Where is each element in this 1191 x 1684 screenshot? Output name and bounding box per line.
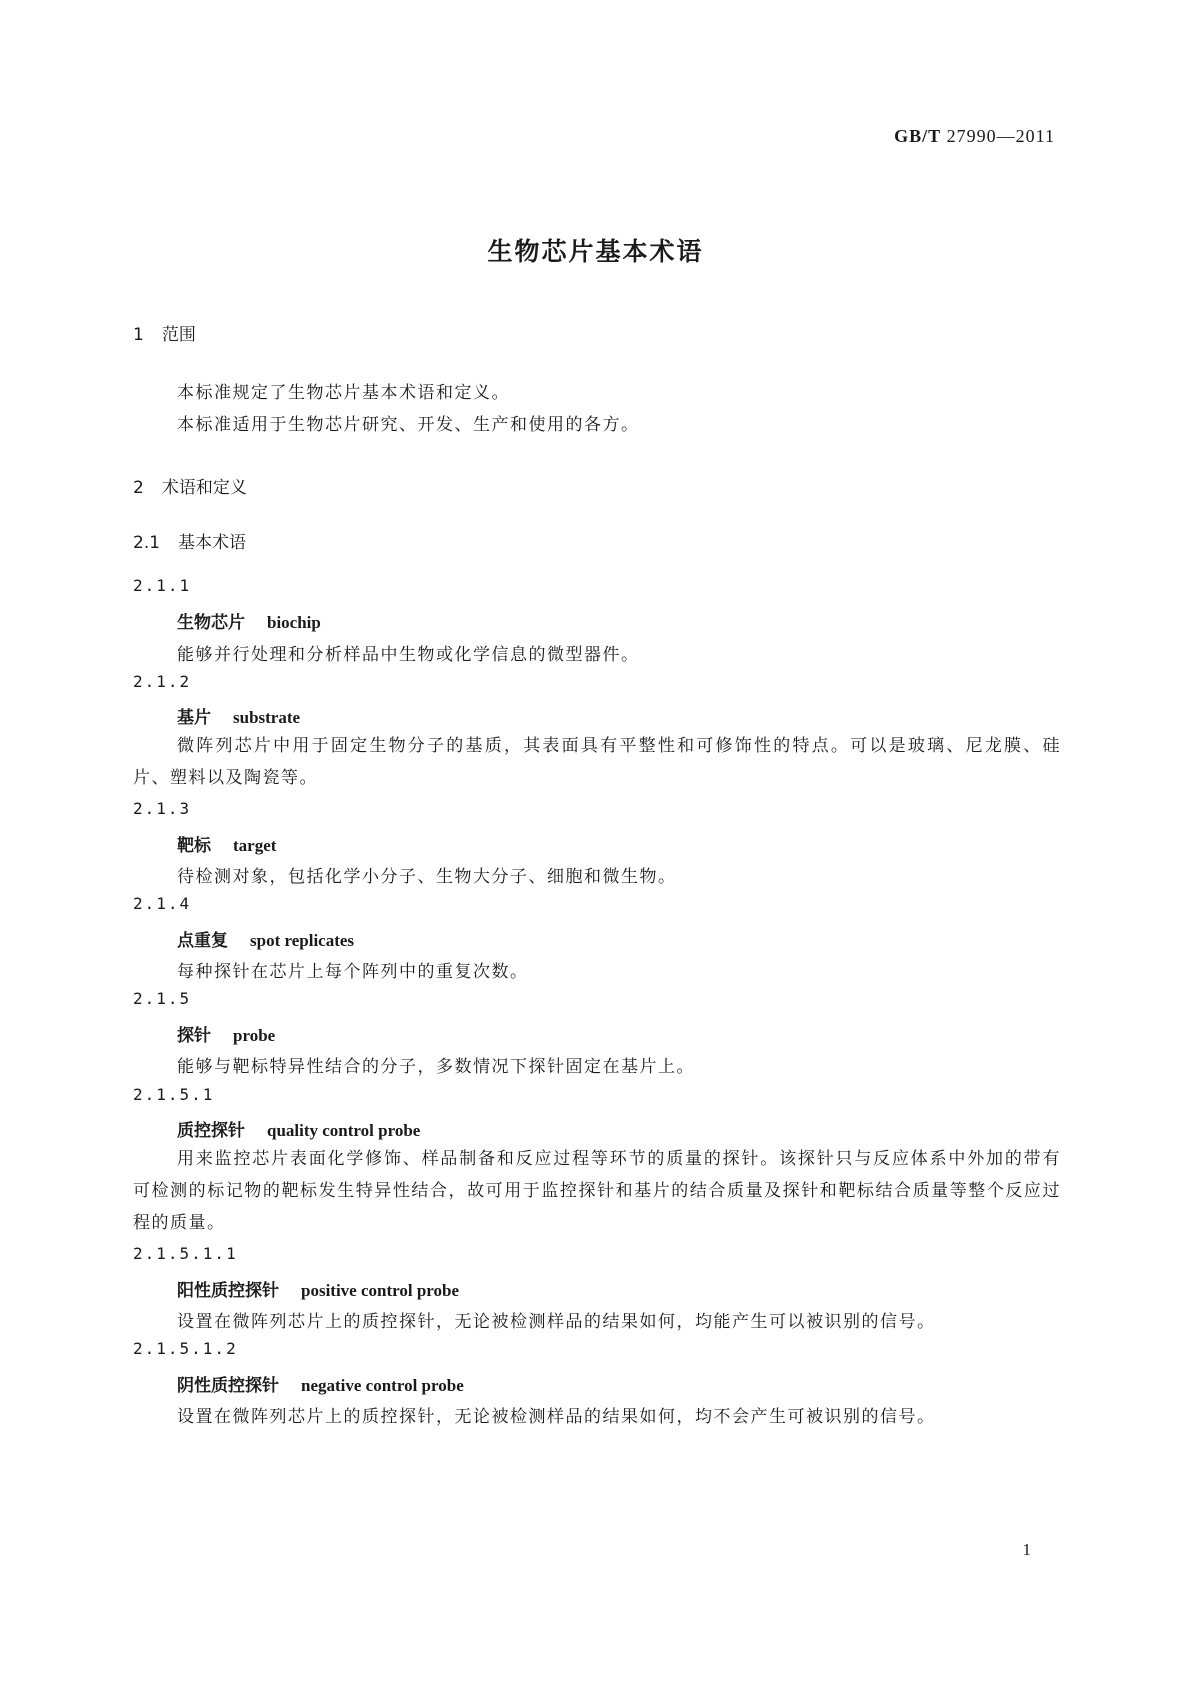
section-heading-terms bbox=[133, 473, 247, 498]
term-entry bbox=[177, 703, 300, 728]
term-zh: 阴性质控探针 bbox=[177, 1376, 279, 1396]
term-en: spot replicates bbox=[250, 931, 355, 950]
term-zh: 探针 bbox=[177, 1026, 211, 1046]
term-en: target bbox=[233, 836, 277, 855]
term-entry bbox=[177, 831, 276, 856]
entry-number: 2.1.5.1.2 bbox=[133, 1339, 238, 1358]
entry-number: 2.1.5.1.1 bbox=[133, 1244, 238, 1263]
entry-number: 2.1.5.1 bbox=[133, 1085, 215, 1104]
scope-paragraph-1: 本标准规定了生物芯片基本术语和定义。 bbox=[177, 383, 510, 403]
section-number: 2 bbox=[133, 478, 144, 498]
term-definition: 能够与靶标特异性结合的分子，多数情况下探针固定在基片上。 bbox=[177, 1057, 695, 1077]
term-definition: 待检测对象，包括化学小分子、生物大分子、细胞和微生物。 bbox=[177, 867, 677, 887]
term-definition: 用来监控芯片表面化学修饰、样品制备和反应过程等环节的质量的探针。该探针只与反应体系中外加的带有可检测的标记物的靶标发生特异性结合，故可用于监控探针和基片的结合质量及探针和靶标结合质量等整个反应过程的质量。 bbox=[133, 1149, 1061, 1233]
standard-prefix: GB/T bbox=[894, 126, 942, 146]
term-entry bbox=[177, 926, 354, 951]
entry-number: 2.1.1 bbox=[133, 576, 192, 595]
term-zh: 生物芯片 bbox=[177, 613, 245, 633]
term-entry bbox=[177, 1371, 464, 1396]
section-number: 2.1 bbox=[133, 533, 161, 553]
term-definition: 设置在微阵列芯片上的质控探针，无论被检测样品的结果如何，均能产生可以被识别的信号。 bbox=[177, 1312, 936, 1332]
term-definition: 每种探针在芯片上每个阵列中的重复次数。 bbox=[177, 962, 529, 982]
document-title: 生物芯片基本术语 bbox=[487, 237, 704, 266]
term-en: biochip bbox=[267, 613, 321, 632]
term-en: substrate bbox=[233, 708, 301, 727]
term-zh: 靶标 bbox=[177, 836, 211, 856]
subsection-heading-basic bbox=[133, 528, 246, 553]
term-definition: 能够并行处理和分析样品中生物或化学信息的微型器件。 bbox=[177, 645, 640, 665]
term-en: quality control probe bbox=[267, 1121, 421, 1140]
term-entry bbox=[177, 1021, 275, 1046]
section-title: 基本术语 bbox=[178, 533, 247, 553]
page-number: 1 bbox=[1022, 1540, 1031, 1559]
term-zh: 基片 bbox=[177, 708, 211, 728]
section-number: 1 bbox=[133, 325, 144, 345]
term-entry bbox=[177, 1116, 420, 1141]
term-zh: 阳性质控探针 bbox=[177, 1281, 279, 1301]
standard-number: 27990—2011 bbox=[946, 126, 1055, 146]
term-entry bbox=[177, 608, 321, 633]
term-zh: 质控探针 bbox=[177, 1121, 245, 1141]
entry-number: 2.1.3 bbox=[133, 799, 192, 818]
term-definition: 设置在微阵列芯片上的质控探针，无论被检测样品的结果如何，均不会产生可被识别的信号。 bbox=[177, 1407, 936, 1427]
entry-number: 2.1.2 bbox=[133, 672, 192, 691]
term-en: positive control probe bbox=[301, 1281, 460, 1300]
scope-paragraph-2: 本标准适用于生物芯片研究、开发、生产和使用的各方。 bbox=[177, 415, 640, 435]
entry-number: 2.1.5 bbox=[133, 989, 192, 1008]
entry-number: 2.1.4 bbox=[133, 894, 192, 913]
section-title: 范围 bbox=[161, 325, 196, 345]
term-entry bbox=[177, 1276, 459, 1301]
standard-id bbox=[894, 126, 1055, 147]
section-heading-scope bbox=[133, 320, 196, 345]
term-zh: 点重复 bbox=[177, 931, 228, 951]
term-en: negative control probe bbox=[301, 1376, 464, 1395]
section-title: 术语和定义 bbox=[161, 478, 247, 498]
term-en: probe bbox=[233, 1026, 276, 1045]
term-definition: 微阵列芯片中用于固定生物分子的基质，其表面具有平整性和可修饰性的特点。可以是玻璃、尼龙膜、硅片、塑料以及陶瓷等。 bbox=[133, 736, 1061, 788]
